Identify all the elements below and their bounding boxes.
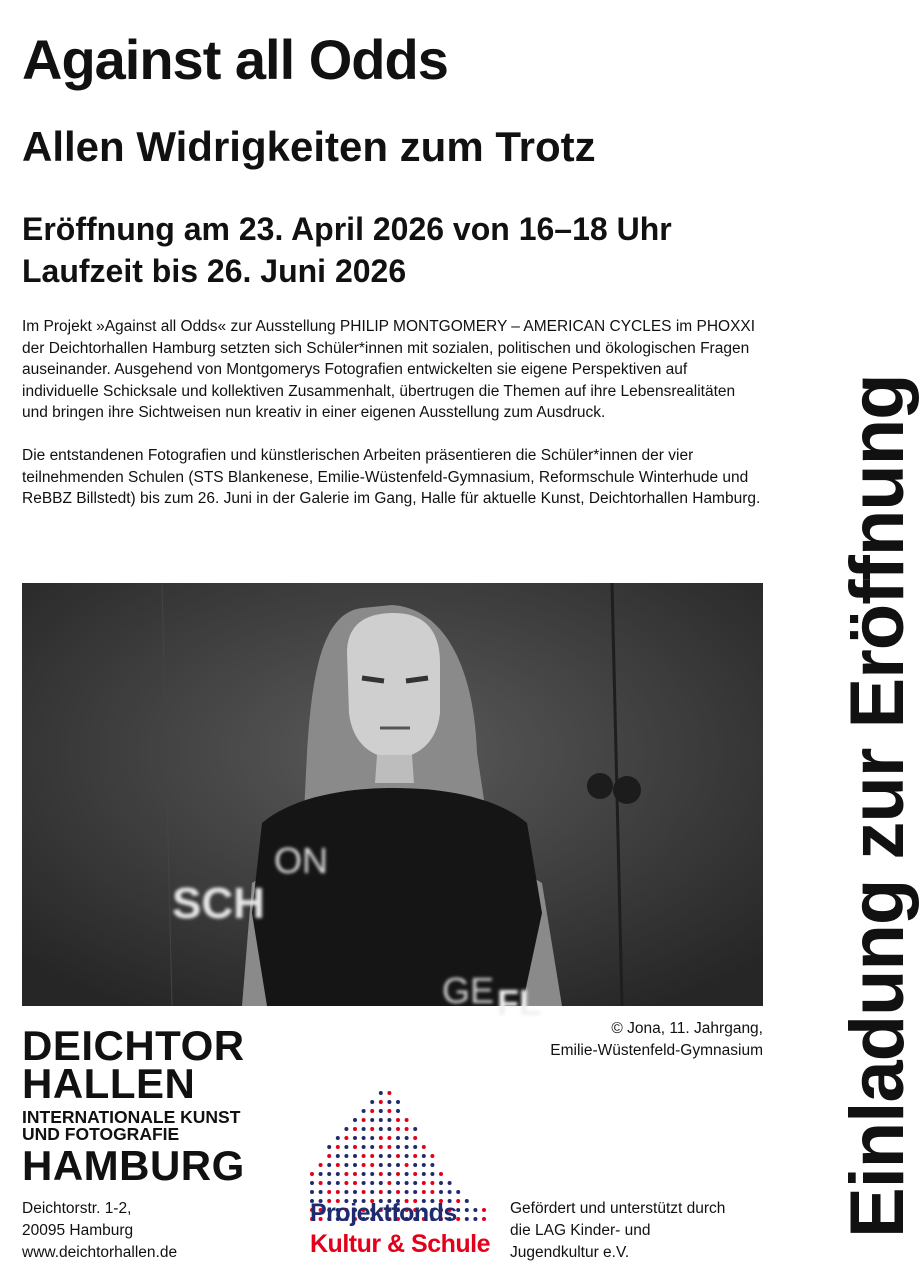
logo-dot	[379, 1145, 383, 1149]
page-subtitle: Allen Widrigkeiten zum Trotz	[22, 123, 596, 170]
logo-dot	[344, 1190, 348, 1194]
logo-dot	[336, 1154, 340, 1158]
funding-line-3: Jugendkultur e.V.	[510, 1244, 630, 1261]
logo-dot	[439, 1172, 443, 1176]
logo-dot	[387, 1118, 391, 1122]
shirt-text-1: SCH	[172, 879, 265, 928]
logo-dot	[396, 1127, 400, 1131]
logo-text-hallen: HALLEN	[22, 1060, 196, 1107]
logo-dot	[413, 1136, 417, 1140]
credit-line-1: © Jona, 11. Jahrgang,	[611, 1020, 763, 1037]
logo-dot	[319, 1163, 323, 1167]
logo-dot	[336, 1172, 340, 1176]
projektfonds-line-2: Kultur & Schule	[310, 1230, 491, 1258]
logo-dot	[344, 1163, 348, 1167]
logo-dot	[387, 1145, 391, 1149]
logo-dot	[310, 1172, 314, 1176]
logo-dot	[379, 1172, 383, 1176]
opening-date: Eröffnung am 23. April 2026 von 16–18 Uhr	[22, 211, 672, 247]
logo-dot	[370, 1181, 374, 1185]
logo-dot	[379, 1109, 383, 1113]
logo-dot	[362, 1127, 366, 1131]
address-city: 20095 Hamburg	[22, 1222, 134, 1239]
logo-dot	[336, 1163, 340, 1167]
logo-dot	[362, 1172, 366, 1176]
logo-dot	[327, 1181, 331, 1185]
logo-dot	[405, 1145, 409, 1149]
logo-dot	[319, 1190, 323, 1194]
logo-dot	[405, 1154, 409, 1158]
logo-dot	[396, 1190, 400, 1194]
logo-dot	[387, 1172, 391, 1176]
logo-dot	[387, 1127, 391, 1131]
logo-dot	[379, 1181, 383, 1185]
logo-dot	[362, 1190, 366, 1194]
logo-dot	[327, 1145, 331, 1149]
logo-dot	[430, 1172, 434, 1176]
logo-text-hamburg: HAMBURG	[22, 1142, 245, 1189]
logo-dot	[370, 1109, 374, 1113]
logo-dot	[379, 1100, 383, 1104]
logo-dot	[422, 1190, 426, 1194]
logo-dot	[405, 1172, 409, 1176]
logo-dot	[362, 1136, 366, 1140]
funding-note	[510, 1198, 770, 1264]
projektfonds-line-1: Projektfonds	[310, 1199, 457, 1227]
logo-dot	[327, 1154, 331, 1158]
logo-dot	[353, 1136, 357, 1140]
logo-text-tagline	[22, 1109, 292, 1143]
logo-dot	[448, 1190, 452, 1194]
logo-dot	[405, 1181, 409, 1185]
logo-dot	[387, 1154, 391, 1158]
logo-dot	[396, 1145, 400, 1149]
logo-dot	[370, 1118, 374, 1122]
page-title: Against all Odds	[22, 28, 448, 91]
logo-dot	[413, 1127, 417, 1131]
logo-dot	[336, 1145, 340, 1149]
logo-dot	[370, 1154, 374, 1158]
logo-dot	[336, 1190, 340, 1194]
address-website[interactable]: www.deichtorhallen.de	[22, 1244, 178, 1261]
logo-dot	[422, 1154, 426, 1158]
logo-tagline-line-1: INTERNATIONALE KUNST	[22, 1107, 241, 1127]
logo-dot	[370, 1190, 374, 1194]
portrait-photo-illustration	[22, 583, 763, 1023]
logo-dot	[405, 1190, 409, 1194]
logo-dot	[422, 1181, 426, 1185]
logo-dot	[319, 1181, 323, 1185]
logo-dot	[379, 1190, 383, 1194]
logo-dot	[379, 1127, 383, 1131]
logo-dot	[344, 1145, 348, 1149]
logo-dot	[327, 1190, 331, 1194]
logo-dot	[413, 1172, 417, 1176]
logo-dot	[344, 1127, 348, 1131]
logo-dot	[379, 1091, 383, 1095]
logo-dot	[327, 1172, 331, 1176]
logo-dot	[310, 1190, 314, 1194]
logo-dot	[370, 1127, 374, 1131]
logo-dot	[362, 1109, 366, 1113]
logo-dot	[439, 1181, 443, 1185]
logo-dot	[430, 1190, 434, 1194]
logo-dot	[353, 1154, 357, 1158]
logo-dot	[396, 1118, 400, 1122]
logo-dot	[430, 1154, 434, 1158]
logo-dot	[353, 1145, 357, 1149]
logo-dot	[362, 1163, 366, 1167]
logo-dot	[396, 1172, 400, 1176]
logo-dot	[370, 1100, 374, 1104]
logo-dot	[405, 1163, 409, 1167]
deichtorhallen-logo	[22, 1022, 292, 1189]
logo-dot	[396, 1136, 400, 1140]
logo-dot	[327, 1163, 331, 1167]
logo-dot	[344, 1154, 348, 1158]
vertical-title: Einladung zur Eröffnung	[835, 374, 920, 1238]
body-text	[22, 316, 762, 531]
logo-dot	[362, 1154, 366, 1158]
funding-line-2: die LAG Kinder- und	[510, 1222, 651, 1239]
logo-dot	[353, 1190, 357, 1194]
address-street: Deichtorstr. 1-2,	[22, 1200, 132, 1217]
logo-dot	[413, 1181, 417, 1185]
logo-dot	[387, 1163, 391, 1167]
logo-dot	[456, 1190, 460, 1194]
logo-dot	[396, 1100, 400, 1104]
logo-dot	[362, 1118, 366, 1122]
logo-dot	[413, 1163, 417, 1167]
logo-dot	[413, 1190, 417, 1194]
logo-text-deichtor: DEICHTOR	[22, 1022, 245, 1069]
logo-dot	[422, 1172, 426, 1176]
logo-dot	[396, 1163, 400, 1167]
logo-dot	[379, 1136, 383, 1140]
logo-dot	[396, 1154, 400, 1158]
body-paragraph-2: Die entstandenen Fotografien und künstlerischen Arbeiten präsentieren die Schüler*innen der vier teilnehmenden Schulen (STS Blankenese, Emilie-Wüstenfeld-Gymnasium, Reformschule Winterhude und ReBBZ Billstedt) bis zum 26. Juni in der Galerie im Gang, Halle für aktuelle Kunst, Deichtorhallen Hamburg.	[22, 446, 761, 508]
logo-dot	[344, 1181, 348, 1185]
funding-line-1: Gefördert und unterstützt durch	[510, 1200, 726, 1217]
logo-dot	[413, 1145, 417, 1149]
logo-dot	[396, 1109, 400, 1113]
logo-dot	[353, 1172, 357, 1176]
logo-dot	[387, 1100, 391, 1104]
logo-dot	[379, 1118, 383, 1122]
logo-dot	[448, 1181, 452, 1185]
logo-dot	[439, 1190, 443, 1194]
logo-dot	[387, 1181, 391, 1185]
body-paragraph-1: Im Projekt »Against all Odds« zur Ausstellung PHILIP MONTGOMERY – AMERICAN CYCLES im PHOXXI der Deichtorhallen Hamburg setzten sich Schüler*innen mit sozialen, politischen und ökologischen Fragen auseinander. Ausgehend von Montgomerys Fotografien entwickelten sie eigene Perspektiven auf individuelle Schicksale und kollektiven Zusammenhalt, übertrugen die Themen auf ihre Lebensrealitäten und bringen ihre Sichtweisen nun kreativ in einer eigenen Ausstellung zum Ausdruck.	[22, 318, 756, 422]
logo-dot	[430, 1163, 434, 1167]
logo-dot	[370, 1145, 374, 1149]
logo-dot	[353, 1127, 357, 1131]
logo-dot	[336, 1136, 340, 1140]
logo-dot	[405, 1118, 409, 1122]
opening-info	[22, 208, 782, 292]
logo-dot	[370, 1163, 374, 1167]
shirt-text-2: ON	[274, 840, 328, 881]
logo-dot	[430, 1181, 434, 1185]
shirt-text-4: FL	[497, 982, 541, 1023]
logo-dot	[422, 1163, 426, 1167]
logo-dot	[370, 1136, 374, 1140]
logo-dot	[344, 1172, 348, 1176]
logo-dot	[310, 1181, 314, 1185]
logo-dot	[370, 1172, 374, 1176]
logo-dot	[353, 1163, 357, 1167]
logo-dot	[379, 1154, 383, 1158]
logo-dot	[387, 1109, 391, 1113]
shirt-text-3: GE	[442, 970, 495, 1011]
logo-dot	[387, 1190, 391, 1194]
logo-dot	[405, 1136, 409, 1140]
exhibition-photo	[22, 583, 763, 1023]
logo-dot	[319, 1172, 323, 1176]
credit-line-2: Emilie-Wüstenfeld-Gymnasium	[550, 1042, 763, 1059]
logo-dot	[379, 1163, 383, 1167]
address-block	[22, 1198, 177, 1264]
logo-dot	[353, 1118, 357, 1122]
logo-dot	[422, 1145, 426, 1149]
logo-dot	[405, 1127, 409, 1131]
logo-dot	[353, 1181, 357, 1185]
logo-dot	[344, 1136, 348, 1140]
logo-dot	[413, 1154, 417, 1158]
logo-dot	[387, 1091, 391, 1095]
logo-dot	[387, 1136, 391, 1140]
logo-dot	[362, 1181, 366, 1185]
logo-dot	[362, 1145, 366, 1149]
logo-dot	[396, 1181, 400, 1185]
logo-dot	[336, 1181, 340, 1185]
projektfonds-logo-text	[310, 1198, 490, 1260]
run-time: Laufzeit bis 26. Juni 2026	[22, 253, 407, 289]
logo-tagline-line-2: UND FOTOGRAFIE	[22, 1124, 180, 1144]
